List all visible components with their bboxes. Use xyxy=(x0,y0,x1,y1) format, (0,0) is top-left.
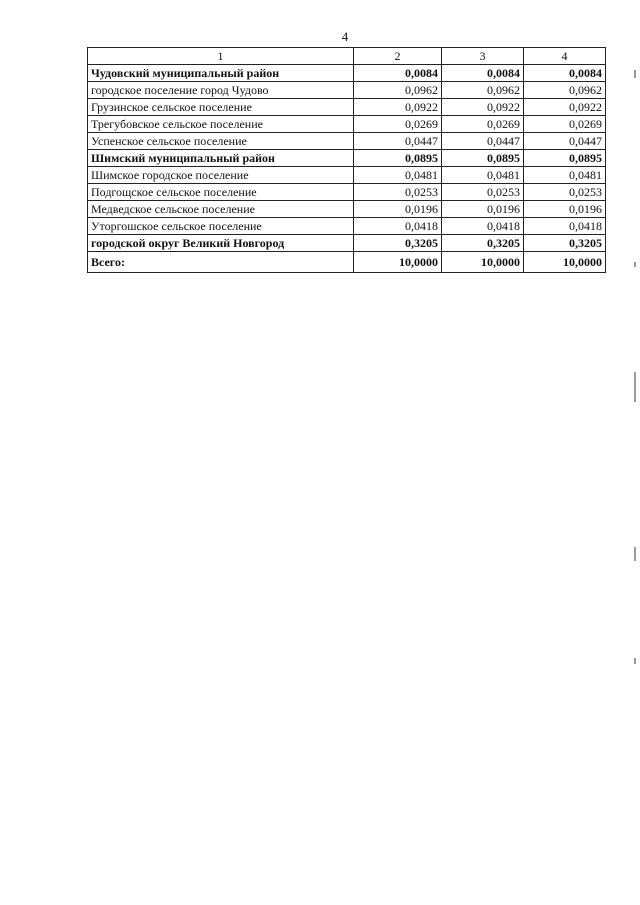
row-name: Шимский муниципальный район xyxy=(88,150,354,167)
row-name: Подгощское сельское поселение xyxy=(88,184,354,201)
row-value-3: 0,0253 xyxy=(442,184,524,201)
row-value-3: 0,3205 xyxy=(442,235,524,252)
row-value-2: 0,0481 xyxy=(354,167,442,184)
row-name: Чудовский муниципальный район xyxy=(88,65,354,82)
row-name: Грузинское сельское поселение xyxy=(88,99,354,116)
row-value-3: 0,0269 xyxy=(442,116,524,133)
row-name: Уторгошское сельское поселение xyxy=(88,218,354,235)
total-value-2: 10,0000 xyxy=(354,252,442,273)
row-value-2: 0,0253 xyxy=(354,184,442,201)
row-value-4: 0,0895 xyxy=(524,150,606,167)
column-header-2: 2 xyxy=(354,48,442,65)
row-value-4: 0,0418 xyxy=(524,218,606,235)
row-value-3: 0,0447 xyxy=(442,133,524,150)
row-value-3: 0,0922 xyxy=(442,99,524,116)
column-header-1: 1 xyxy=(88,48,354,65)
row-name: Трегубовское сельское поселение xyxy=(88,116,354,133)
table-row xyxy=(88,201,606,218)
row-value-4: 0,3205 xyxy=(524,235,606,252)
table-row xyxy=(88,218,606,235)
header-row xyxy=(88,48,606,65)
page-number: 4 xyxy=(341,29,349,44)
row-name: городское поселение город Чудово xyxy=(88,82,354,99)
total-value-4: 10,0000 xyxy=(524,252,606,273)
scan-mark xyxy=(634,547,636,561)
row-value-2: 0,0922 xyxy=(354,99,442,116)
row-value-4: 0,0962 xyxy=(524,82,606,99)
table-row xyxy=(88,167,606,184)
row-value-2: 0,0895 xyxy=(354,150,442,167)
total-label: Всего: xyxy=(88,252,354,273)
scan-mark xyxy=(634,262,636,267)
data-table xyxy=(87,47,606,273)
scan-mark xyxy=(634,372,636,402)
total-value-3: 10,0000 xyxy=(442,252,524,273)
row-value-2: 0,3205 xyxy=(354,235,442,252)
row-value-3: 0,0481 xyxy=(442,167,524,184)
row-name: Медведское сельское поселение xyxy=(88,201,354,218)
row-value-4: 0,0922 xyxy=(524,99,606,116)
row-name: Шимское городское поселение xyxy=(88,167,354,184)
row-value-4: 0,0084 xyxy=(524,65,606,82)
row-value-4: 0,0253 xyxy=(524,184,606,201)
row-value-4: 0,0269 xyxy=(524,116,606,133)
table-row xyxy=(88,133,606,150)
table-row xyxy=(88,99,606,116)
row-value-2: 0,0418 xyxy=(354,218,442,235)
total-row xyxy=(88,252,606,273)
row-value-3: 0,0196 xyxy=(442,201,524,218)
row-value-3: 0,0418 xyxy=(442,218,524,235)
column-header-4: 4 xyxy=(524,48,606,65)
row-value-2: 0,0447 xyxy=(354,133,442,150)
table-row xyxy=(88,150,606,167)
table-row xyxy=(88,116,606,133)
table-row xyxy=(88,184,606,201)
row-value-4: 0,0447 xyxy=(524,133,606,150)
row-value-4: 0,0196 xyxy=(524,201,606,218)
scan-mark xyxy=(634,70,636,78)
row-name: Успенское сельское поселение xyxy=(88,133,354,150)
row-value-2: 0,0269 xyxy=(354,116,442,133)
row-value-3: 0,0895 xyxy=(442,150,524,167)
table-row xyxy=(88,82,606,99)
column-header-3: 3 xyxy=(442,48,524,65)
row-value-2: 0,0084 xyxy=(354,65,442,82)
row-value-2: 0,0196 xyxy=(354,201,442,218)
row-name: городской округ Великий Новгород xyxy=(88,235,354,252)
row-value-3: 0,0962 xyxy=(442,82,524,99)
table-row xyxy=(88,235,606,252)
row-value-4: 0,0481 xyxy=(524,167,606,184)
table-row xyxy=(88,65,606,82)
scan-mark xyxy=(634,658,636,664)
row-value-2: 0,0962 xyxy=(354,82,442,99)
row-value-3: 0,0084 xyxy=(442,65,524,82)
